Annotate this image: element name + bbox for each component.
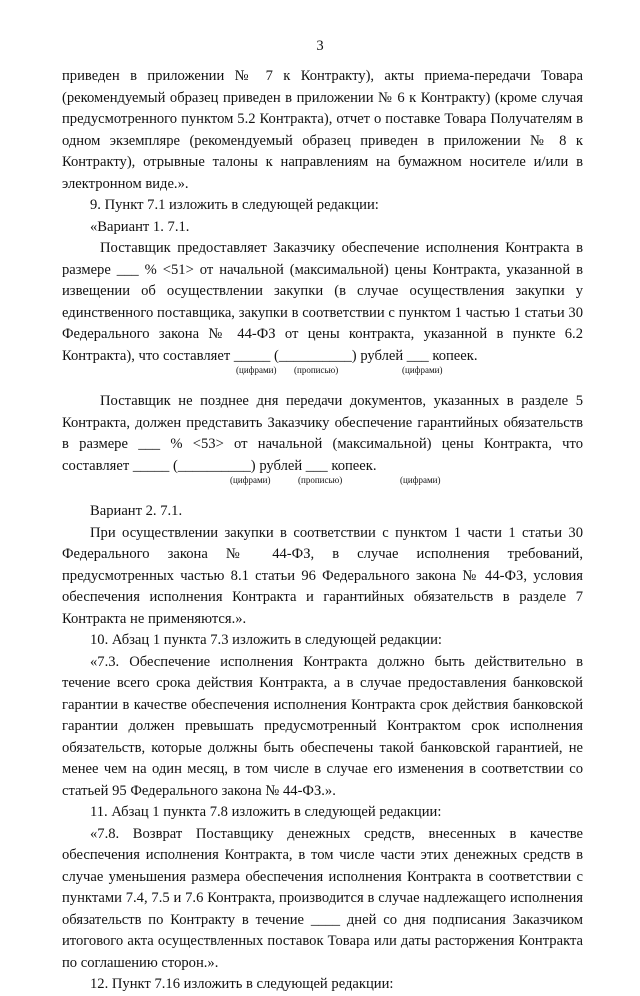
clause-12-heading: 12. Пункт 7.16 изложить в следующей редакции:	[90, 976, 394, 992]
document-body	[62, 66, 583, 996]
hint-words: (прописью)	[298, 475, 343, 485]
clause-9-heading: 9. Пункт 7.1 изложить в следующей редакции:	[90, 197, 379, 213]
hint-digits: (цифрами)	[236, 365, 277, 375]
clause-10-heading: 10. Абзац 1 пункта 7.3 изложить в следующей редакции:	[90, 632, 442, 648]
variant-2-heading: Вариант 2. 7.1.	[90, 503, 183, 519]
hint-words: (прописью)	[294, 365, 339, 375]
clause-11-heading: 11. Абзац 1 пункта 7.8 изложить в следующей редакции:	[90, 804, 442, 820]
hint-digits: (цифрами)	[402, 365, 443, 375]
hint-digits: (цифрами)	[400, 475, 441, 485]
clause-7-3-text: «7.3. Обеспечение исполнения Контракта должно быть действительно в течение всего срока действия Контракта, а в случае предоставления банковской гарантии в качестве обеспечения исполнения Контракта срок действия банковской гарантии должен превышать предусмотренный Контрактом срок исполнения обязательств, которые должны быть обеспечены такой банковской гарантией, не менее чем на один месяц, в том числе в случае его изменения в соответствии со статьей 95 Федерального закона № 44-ФЗ.».	[62, 653, 583, 799]
hint-digits: (цифрами)	[230, 475, 271, 485]
warranty-paragraph: Поставщик не позднее дня передачи документов, указанных в разделе 5 Контракта, должен представить Заказчику обеспечение гарантийных обязательств в размере ___ % <53> от начальной (максимальной) цены Контракта, что составляет _____ (__________) рублей ___ копеек.	[62, 393, 583, 474]
variant-2-paragraph: При осуществлении закупки в соответствии с пунктом 1 части 1 статьи 30 Федерального закона № 44-ФЗ, в случае исполнения требований, предусмотренных частью 8.1 статьи 96 Федерального закона № 44-ФЗ, условия обеспечения исполнения Контракта и гарантийных обязательств в разделе 7 Контракта не применяются.».	[62, 524, 583, 627]
clause-7-8-text: «7.8. Возврат Поставщику денежных средств, внесенных в качестве обеспечения исполнения Контракта, в том числе части этих денежных средств в случае уменьшения размера обеспечения исполнения Контракта в соответствии с пунктами 7.4, 7.5 и 7.6 Контракта, производится в случае надлежащего исполнения обязательств по Контракту в течение ____ дней со дня подписания Заказчиком итогового акта осуществленных поставок Товара или даты расторжения Контракта по соглашению сторон.».	[62, 825, 583, 971]
variant-1-paragraph: Поставщик предоставляет Заказчику обеспечение исполнения Контракта в размере ___ % <51> от начальной (максимальной) цены Контракта, указанной в извещении об осуществлении закупки (в случае осуществления закупки у единственного поставщика, закупки в соответствии с пунктом 1 частью 1 статьи 30 Федерального закона № 44-ФЗ от цены контракта, указанной в пункте 6.2 Контракта), что составляет _____ (__________) рублей ___ копеек.	[62, 240, 583, 364]
variant-1-heading: «Вариант 1. 7.1.	[90, 218, 190, 235]
paragraph-continuation: приведен в приложении № 7 к Контракту), акты приема-передачи Товара (рекомендуемый образец приведен в приложении № 6 к Контракту) (кроме случая предусмотренного пунктом 5.2 Контракта), отчет о поставке Товара Получателям в одном экземпляре (рекомендуемый образец приведен в приложении № 8 к Контракту), отрывные талоны к направлениям на бумажном носителе и/или в электронном виде.».	[62, 68, 583, 192]
fill-hints-row-2	[62, 477, 583, 491]
fill-hints-row-1	[62, 367, 583, 381]
page-number: 3	[316, 38, 324, 54]
